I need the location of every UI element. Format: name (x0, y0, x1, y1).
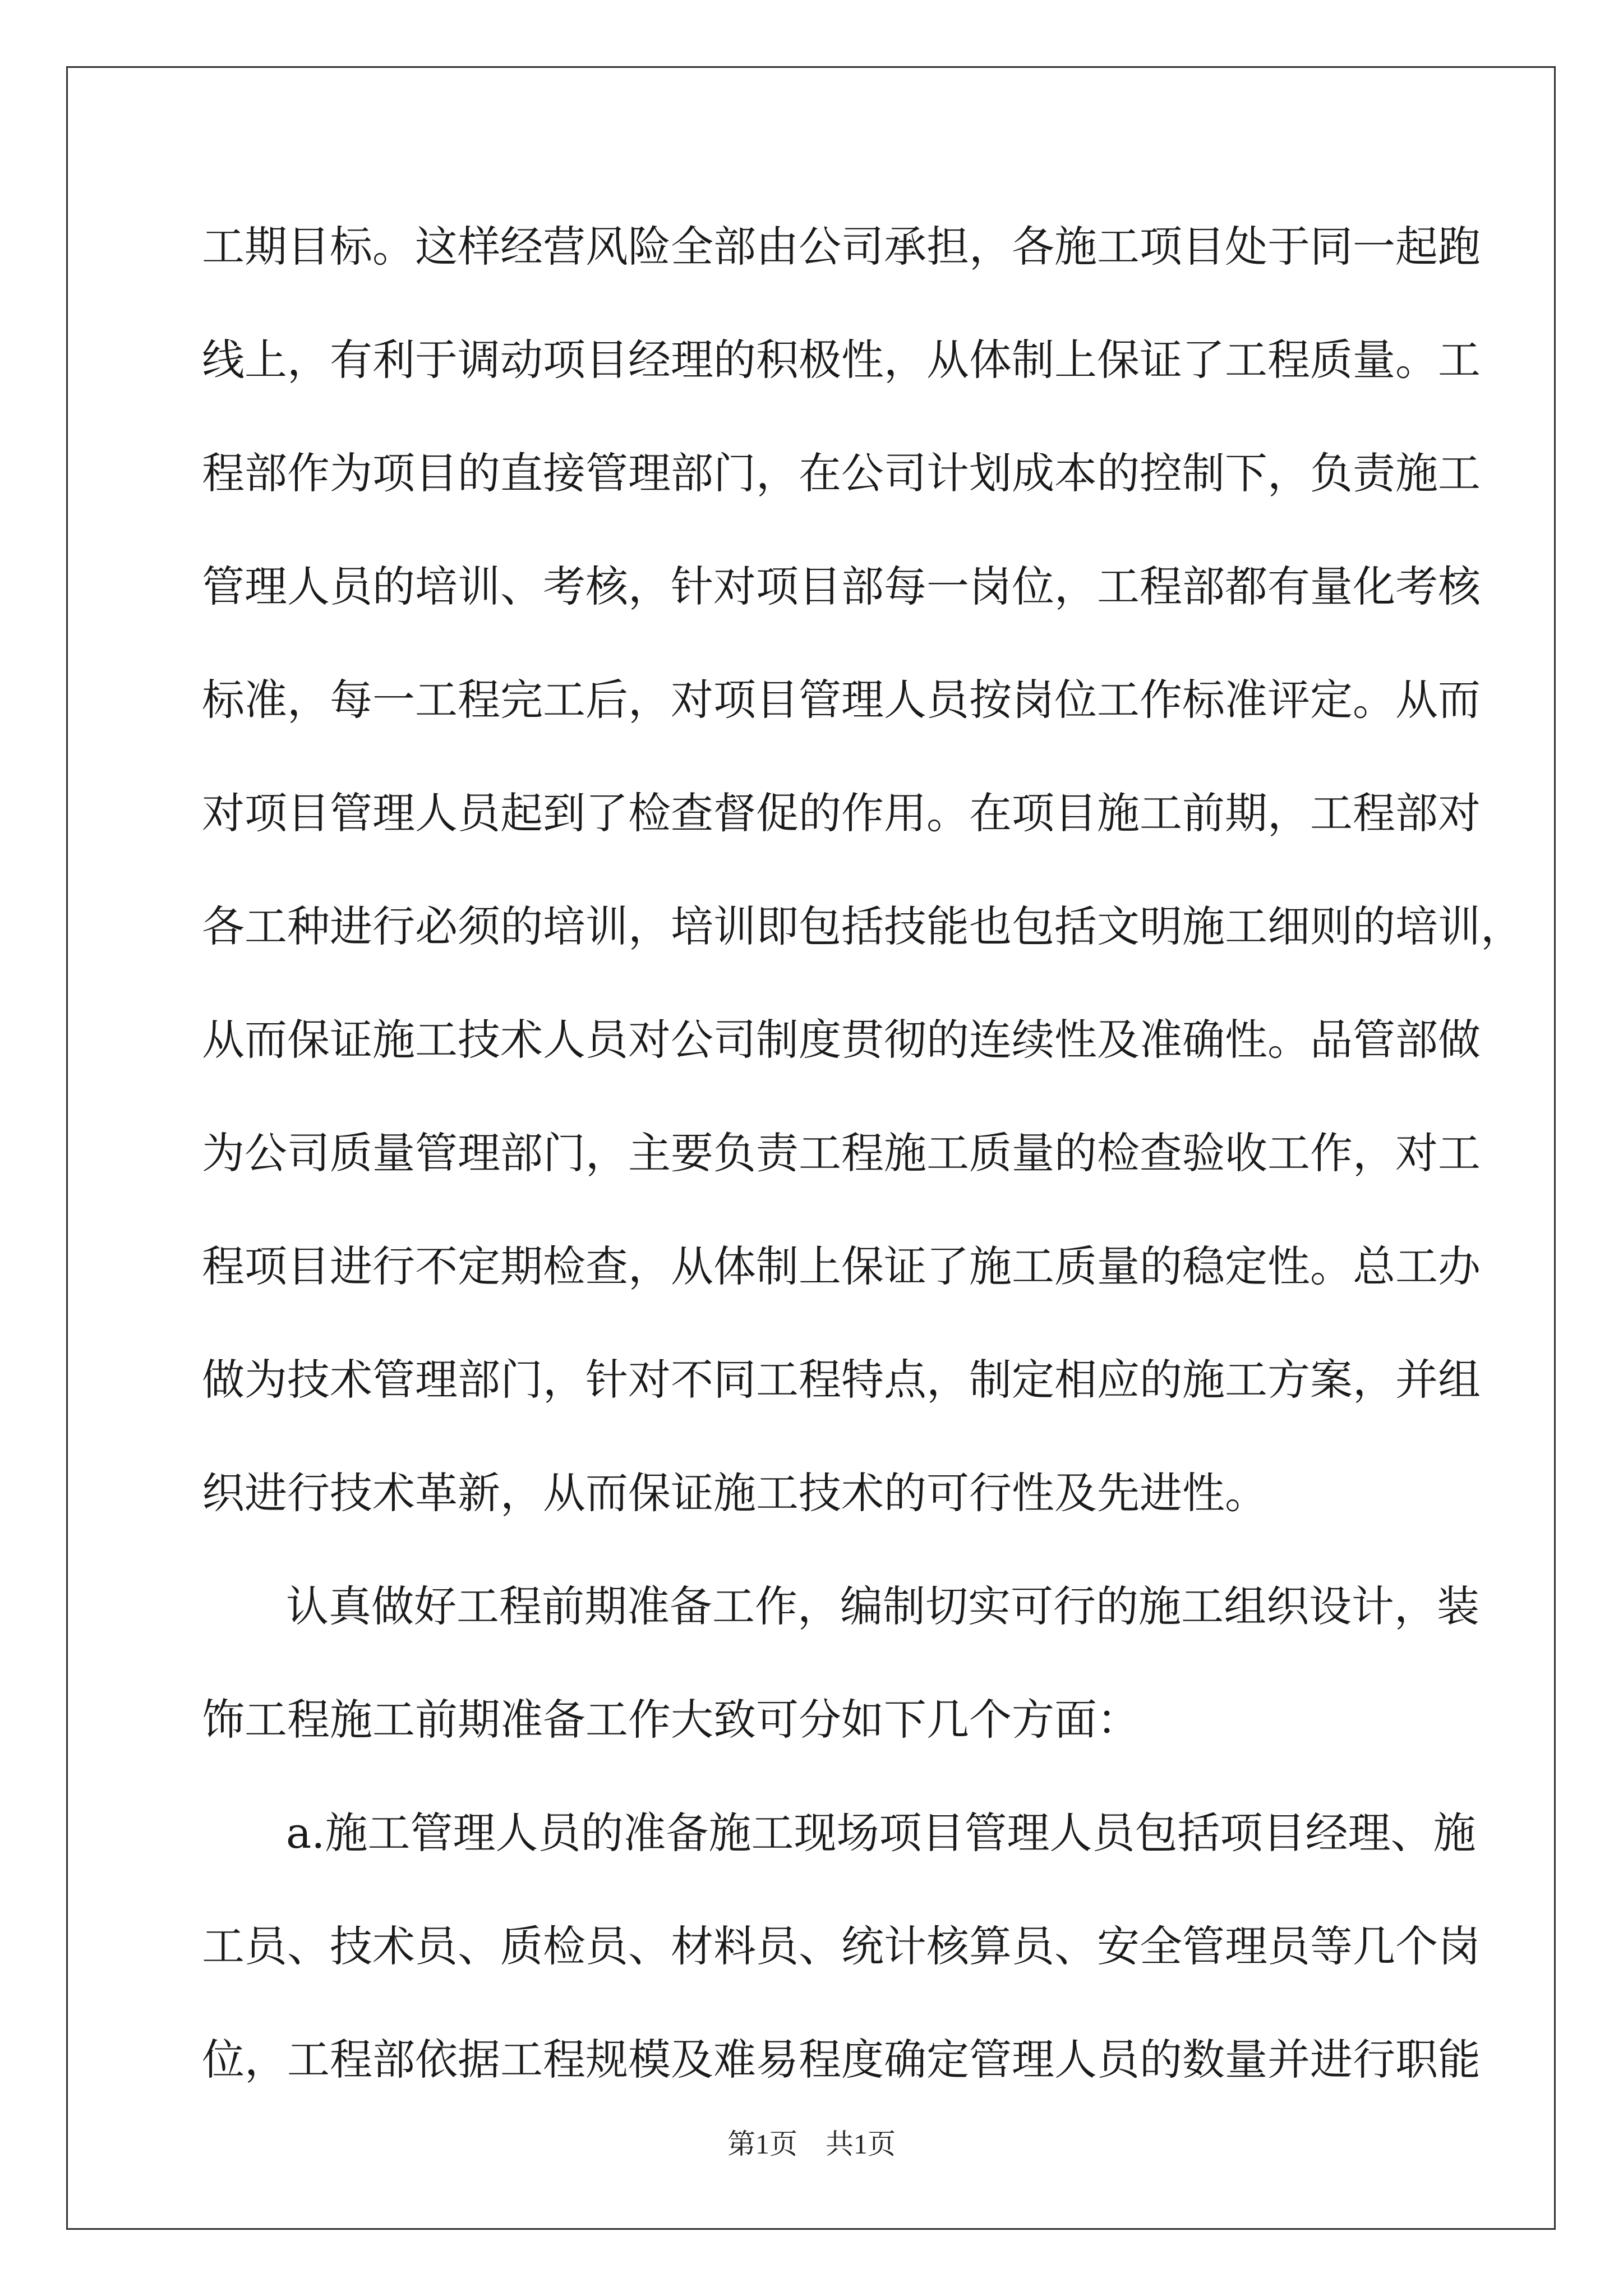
text-line: 线上，有利于调动项目经理的积极性，从体制上保证了工程质量。工 (202, 335, 1481, 385)
text-line: 管理人员的培训、考核，针对项目部每一岗位，工程部都有量化考核 (202, 562, 1481, 611)
text-line: 各工种进行必须的培训，培训即包括技能也包括文明施工细则的培训， (202, 901, 1523, 951)
text-line: 工员、技术员、质检员、材料员、统计核算员、安全管理员等几个岗 (202, 1921, 1481, 1971)
text-line: 标准，每一工程完工后，对项目管理人员按岗位工作标准评定。从而 (202, 675, 1481, 725)
text-line: 从而保证施工技术人员对公司制度贯彻的连续性及准确性。品管部做 (202, 1015, 1481, 1065)
text-line: 饰工程施工前期准备工作大致可分如下几个方面： (202, 1695, 1140, 1745)
paragraph-first-line: 认真做好工程前期准备工作，编制切实可行的施工组织设计，装 (286, 1581, 1479, 1631)
text-line: 做为技术管理部门，针对不同工程特点，制定相应的施工方案，并组 (202, 1355, 1481, 1405)
text-line: 位，工程部依据工程规模及难易程度确定管理人员的数量并进行职能 (202, 2035, 1481, 2085)
text-line: 为公司质量管理部门，主要负责工程施工质量的检查验收工作，对工 (202, 1128, 1481, 1178)
text-line: 对项目管理人员起到了检查督促的作用。在项目施工前期，工程部对 (202, 788, 1481, 838)
text-line: 织进行技术革新，从而保证施工技术的可行性及先进性。 (202, 1468, 1267, 1518)
text-line: 程项目进行不定期检查，从体制上保证了施工质量的稳定性。总工办 (202, 1241, 1481, 1291)
page-number: 第1页 共1页 (727, 2128, 896, 2160)
paragraph-first-line: a.施工管理人员的准备施工现场项目管理人员包括项目经理、施 (286, 1808, 1476, 1858)
text-line: 工期目标。这样经营风险全部由公司承担，各施工项目处于同一起跑 (202, 222, 1481, 272)
text-line: 程部作为项目的直接管理部门，在公司计划成本的控制下，负责施工 (202, 448, 1481, 498)
